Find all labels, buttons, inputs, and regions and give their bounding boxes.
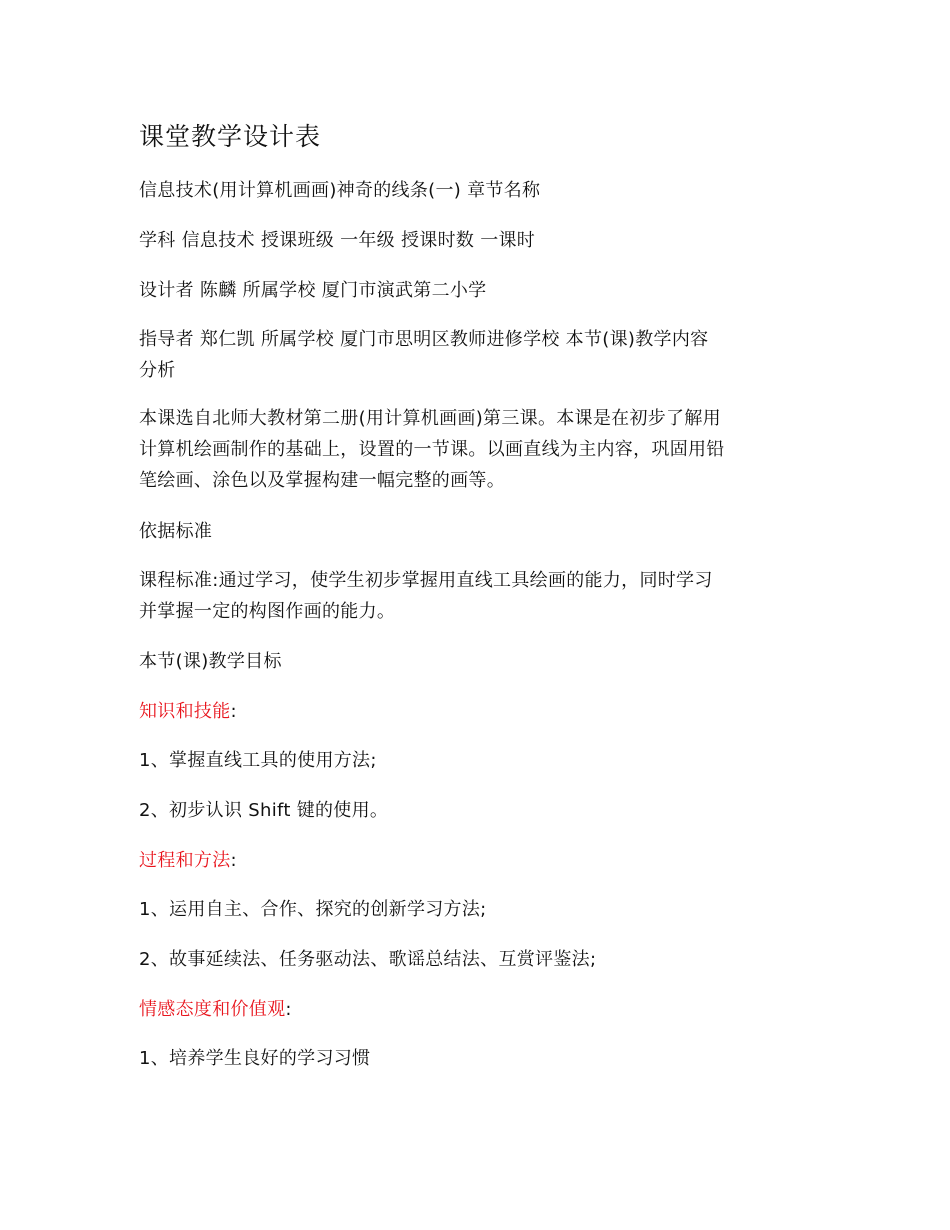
chapter-line: 信息技术(用计算机画画)神奇的线条(一) 章节名称 <box>139 180 541 201</box>
content-line-3: 笔绘画、涂色以及掌握构建一幅完整的画等。 <box>139 470 505 491</box>
advisor-line-2: 分析 <box>139 360 176 381</box>
advisor-line-1: 指导者 郑仁凯 所属学校 厦门市思明区教师进修学校 本节(课)教学内容 <box>139 329 709 350</box>
section-heading-process <box>139 845 819 876</box>
knowledge-item-1: 1、掌握直线工具的使用方法; <box>139 750 377 771</box>
document-title: 课堂教学设计表 <box>139 122 322 151</box>
content-line-1: 本课选自北师大教材第二册(用计算机画画)第三课。本课是在初步了解用 <box>139 408 721 429</box>
basis-heading: 依据标准 <box>139 521 213 542</box>
process-item-1: 1、运用自主、合作、探究的创新学习方法; <box>139 899 487 920</box>
section-heading-attitude <box>139 994 819 1025</box>
attitude-item-1: 1、培养学生良好的学习习惯 <box>139 1048 371 1069</box>
standard-line-1: 课程标准:通过学习，使学生初步掌握用直线工具绘画的能力，同时学习 <box>139 570 713 591</box>
advisor-paragraph <box>139 324 819 386</box>
designer-line: 设计者 陈麟 所属学校 厦门市演武第二小学 <box>139 280 487 301</box>
section-heading-knowledge <box>139 696 819 727</box>
section-heading-knowledge-colon: : <box>230 701 237 722</box>
knowledge-item-2: 2、初步认识 Shift 键的使用。 <box>139 800 389 821</box>
process-item-2: 2、故事延续法、任务驱动法、歌谣总结法、互赏评鉴法; <box>139 949 597 970</box>
section-heading-process-text: 过程和方法 <box>139 850 231 871</box>
section-heading-attitude-colon: : <box>285 999 292 1020</box>
standard-line-2: 并掌握一定的构图作画的能力。 <box>139 601 396 622</box>
section-heading-knowledge-text: 知识和技能 <box>139 701 231 722</box>
section-heading-attitude-text: 情感态度和价值观 <box>139 999 286 1020</box>
content-line-2: 计算机绘画制作的基础上，设置的一节课。以画直线为主内容，巩固用铅 <box>139 439 725 460</box>
standard-paragraph <box>139 565 819 627</box>
content-analysis-paragraph <box>139 403 819 496</box>
goals-heading: 本节(课)教学目标 <box>139 651 282 672</box>
subject-line: 学科 信息技术 授课班级 一年级 授课时数 一课时 <box>139 230 536 251</box>
section-heading-process-colon: : <box>230 850 237 871</box>
